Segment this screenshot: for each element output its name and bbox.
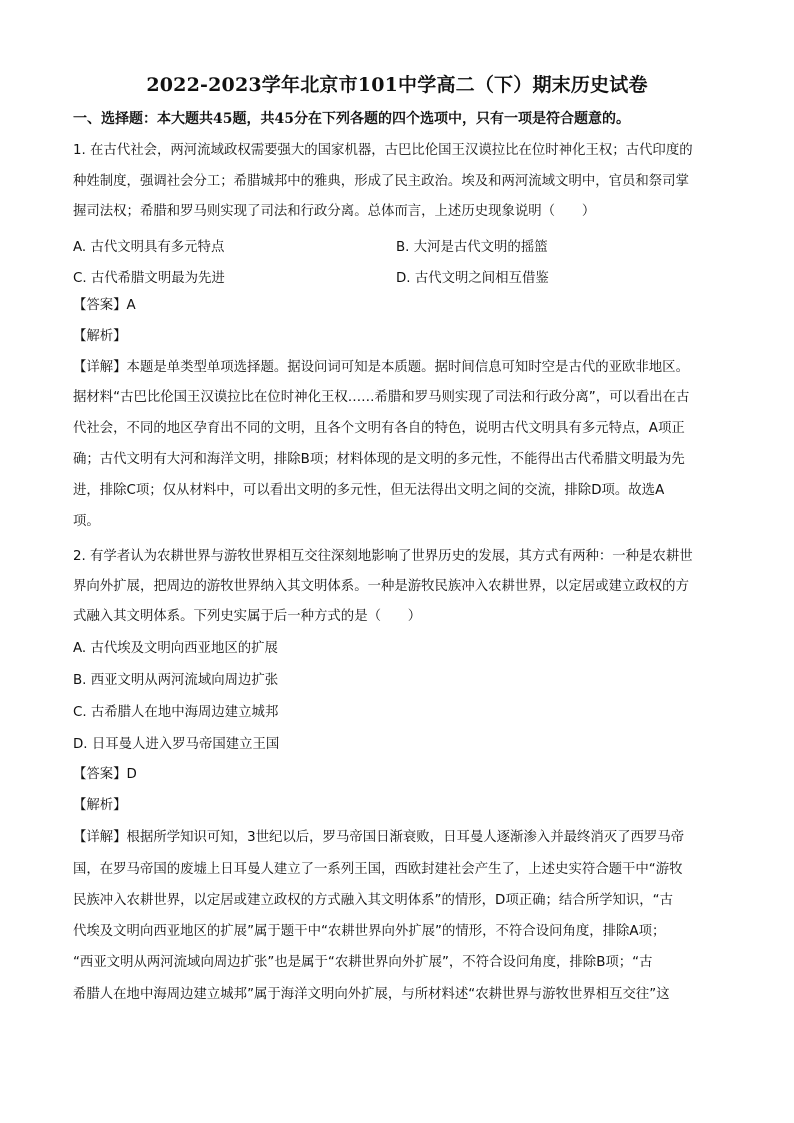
q2-option-c: C. 古希腊人在地中海周边建立城邦 (73, 705, 279, 720)
q2-detail-line: 国，在罗马帝国的废墟上日耳曼人建立了一系列王国，西欧封建社会产生了，上述史实符合题干中“游牧 (73, 862, 683, 877)
q2-option-b: B. 西亚文明从两河流域向周边扩张 (73, 673, 279, 688)
q2-detail-line: 希腊人在地中海周边建立城邦”属于海洋文明向外扩展，与所材料述“农耕世界与游牧世界相互交往”这 (73, 987, 670, 1002)
q1-answer: 【答案】A (73, 298, 136, 313)
q2-answer: 【答案】D (73, 767, 137, 782)
q1-detail-line: 项。 (73, 514, 100, 529)
q1-option-a: A. 古代文明具有多元特点 (73, 240, 225, 255)
q1-option-c: C. 古代希腊文明最为先进 (73, 271, 225, 286)
q1-option-b: B. 大河是古代文明的摇篮 (396, 240, 548, 255)
q2-stem-line: 2. 有学者认为农耕世界与游牧世界相互交往深刻地影响了世界历史的发展，其方式有两种：一种是农耕世 (73, 549, 693, 564)
q1-detail-line: 进，排除C项；仅从材料中，可以看出文明的多元性，但无法得出文明之间的交流，排除D项。故选A (73, 483, 665, 498)
q2-stem-line: 式融入其文明体系。下列史实属于后一种方式的是（ ） (73, 609, 422, 624)
q2-detail-line: 民族冲入农耕世界，以定居或建立政权的方式融入其文明体系”的情形，D项正确；结合所学知识，“古 (73, 893, 673, 908)
q1-option-d: D. 古代文明之间相互借鉴 (396, 271, 549, 286)
q2-option-d: D. 日耳曼人进入罗马帝国建立王国 (73, 737, 280, 752)
q1-detail-line: 确；古代文明有大河和海洋文明，排除B项；材料体现的是文明的多元性，不能得出古代希腊文明最为先 (73, 452, 685, 467)
q2-analysis-label: 【解析】 (73, 798, 127, 813)
q2-detail-line: “西亚文明从两河流域向周边扩张”也是属于“农耕世界向外扩展”，不符合设问角度，排除B项；“古 (73, 955, 653, 970)
q1-stem-line: 1. 在古代社会，两河流域政权需要强大的国家机器，古巴比伦国王汉谟拉比在位时神化王权；古代印度的 (73, 143, 693, 158)
q2-detail-line: 代埃及文明向西亚地区的扩展”属于题干中“农耕世界向外扩展”的情形，不符合设问角度，排除A项； (73, 924, 666, 939)
q1-stem-line: 握司法权；希腊和罗马则实现了司法和行政分离。总体而言，上述历史现象说明（ ） (73, 204, 596, 219)
q1-detail-line: 代社会，不同的地区孕育出不同的文明，且各个文明有各自的特色，说明古代文明具有多元特点，A项正 (73, 421, 685, 436)
q2-stem-line: 界向外扩展，把周边的游牧世界纳入其文明体系。一种是游牧民族冲入农耕世界，以定居或建立政权的方 (73, 579, 689, 594)
q2-option-a: A. 古代埃及文明向西亚地区的扩展 (73, 641, 278, 656)
q1-analysis-label: 【解析】 (73, 329, 127, 344)
section-heading: 一、选择题：本大题共45题，共45分在下列各题的四个选项中，只有一项是符合题意的。 (73, 111, 630, 127)
page-title: 2022-2023学年北京市101中学高二（下）期末历史试卷 (146, 74, 648, 96)
q1-detail-line: 据材料“古巴比伦国王汉谟拉比在位时神化王权……希腊和罗马则实现了司法和行政分离”，可以看出在古 (73, 390, 690, 405)
q1-stem-line: 种姓制度，强调社会分工；希腊城邦中的雅典，形成了民主政治。埃及和两河流域文明中，官员和祭司掌 (73, 174, 689, 189)
q2-detail-line: 【详解】根据所学知识可知，3世纪以后，罗马帝国日渐衰败，日耳曼人逐渐渗入并最终消灭了西罗马帝 (73, 830, 685, 845)
q1-detail-line: 【详解】本题是单类型单项选择题。据设问词可知是本质题。据时间信息可知时空是古代的亚欧非地区。 (73, 360, 689, 375)
